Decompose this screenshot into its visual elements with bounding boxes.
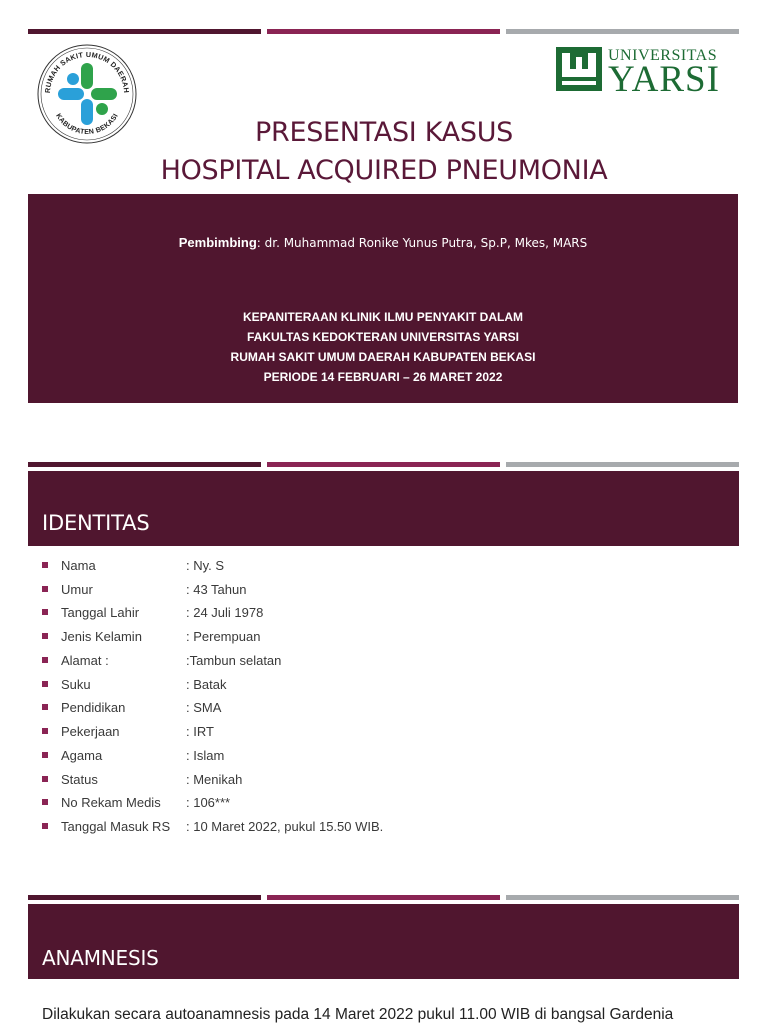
item-value: : IRT	[186, 723, 214, 739]
list-item	[42, 767, 242, 791]
item-label: Tanggal Masuk RS	[61, 818, 171, 834]
stripe-magenta	[267, 29, 500, 34]
section-header-anamnesis	[28, 904, 739, 979]
bullet-icon	[42, 657, 48, 663]
item-value: : Islam	[186, 747, 225, 763]
dept-line-2: FAKULTAS KEDOKTERAN UNIVERSITAS YARSI	[246, 330, 520, 344]
bullet-icon	[42, 823, 48, 829]
item-label: Nama	[61, 557, 96, 573]
item-label: Jenis Kelamin	[61, 628, 142, 644]
university-logo-line1: UNIVERSITAS	[608, 47, 718, 64]
bullet-icon	[42, 776, 48, 782]
section-title: IDENTITAS	[42, 511, 150, 535]
item-label: Alamat :	[61, 652, 109, 668]
stripe-plum	[28, 29, 261, 34]
item-value: : 24 Juli 1978	[186, 604, 264, 620]
mentor-label: Pembimbing	[178, 235, 257, 250]
list-item	[42, 719, 214, 743]
list-item	[42, 600, 263, 624]
dept-line-3: RUMAH SAKIT UMUM DAERAH KABUPATEN BEKASI	[230, 350, 536, 364]
item-label: Suku	[61, 676, 91, 692]
stripe-plum	[28, 895, 261, 900]
section-title: ANAMNESIS	[42, 946, 159, 970]
university-logo-line2: YARSI	[608, 59, 720, 100]
mentor-line	[28, 235, 738, 250]
stripe-gray	[506, 462, 739, 467]
title-line-1: PRESENTASI KASUS	[255, 117, 513, 148]
bullet-icon	[42, 609, 48, 615]
list-item	[42, 814, 383, 838]
item-label: No Rekam Medis	[61, 794, 161, 810]
stripe-magenta	[267, 895, 500, 900]
stripe-plum	[28, 462, 261, 467]
mentor-name: : dr. Muhammad Ronike Yunus Putra, Sp.P, Mkes, MARS	[256, 236, 588, 250]
list-item	[42, 577, 246, 601]
university-logo	[556, 47, 731, 100]
item-label: Pekerjaan	[61, 723, 120, 739]
list-item	[42, 553, 224, 577]
section-header-identitas	[28, 471, 739, 546]
info-band	[28, 194, 738, 403]
stripe-gray	[506, 895, 739, 900]
item-value: : Menikah	[186, 771, 243, 787]
bullet-icon	[42, 799, 48, 805]
item-value: : Batak	[186, 676, 227, 692]
bullet-icon	[42, 752, 48, 758]
item-label: Tanggal Lahir	[61, 604, 140, 620]
list-item	[42, 648, 281, 672]
item-value: : SMA	[186, 699, 222, 715]
hospital-logo-arc-bottom: KABUPATEN BEKASI	[54, 112, 120, 137]
item-value: : Perempuan	[186, 628, 261, 644]
item-value: :Tambun selatan	[186, 652, 282, 668]
item-label: Agama	[61, 747, 103, 763]
list-item	[42, 672, 226, 696]
list-item	[42, 695, 221, 719]
list-item	[42, 790, 230, 814]
hospital-logo-arc-top: RUMAH SAKIT UMUM DAERAH	[42, 49, 132, 94]
title-line-2: HOSPITAL ACQUIRED PNEUMONIA	[160, 155, 608, 186]
item-value: : 10 Maret 2022, pukul 15.50 WIB.	[186, 818, 384, 834]
stripe-gray	[506, 29, 739, 34]
bullet-icon	[42, 633, 48, 639]
stripe-magenta	[267, 462, 500, 467]
item-label: Umur	[61, 581, 93, 597]
bullet-icon	[42, 562, 48, 568]
bullet-icon	[42, 728, 48, 734]
item-value: : 106***	[186, 794, 231, 810]
item-value: : 43 Tahun	[186, 581, 247, 597]
anamnesis-paragraph: Dilakukan secara autoanamnesis pada 14 Maret 2022 pukul 11.00 WIB di bangsal Gardenia	[42, 1006, 674, 1023]
item-value: : Ny. S	[186, 557, 225, 573]
bullet-icon	[42, 681, 48, 687]
item-label: Pendidikan	[61, 699, 126, 715]
dept-line-1: KEPANITERAAN KLINIK ILMU PENYAKIT DALAM	[242, 310, 523, 324]
list-item	[42, 743, 224, 767]
item-label: Status	[61, 771, 98, 787]
list-item	[42, 624, 260, 648]
yarsi-emblem-icon	[556, 47, 602, 93]
bullet-icon	[42, 586, 48, 592]
dept-line-4: PERIODE 14 FEBRUARI – 26 MARET 2022	[263, 370, 503, 384]
bullet-icon	[42, 704, 48, 710]
